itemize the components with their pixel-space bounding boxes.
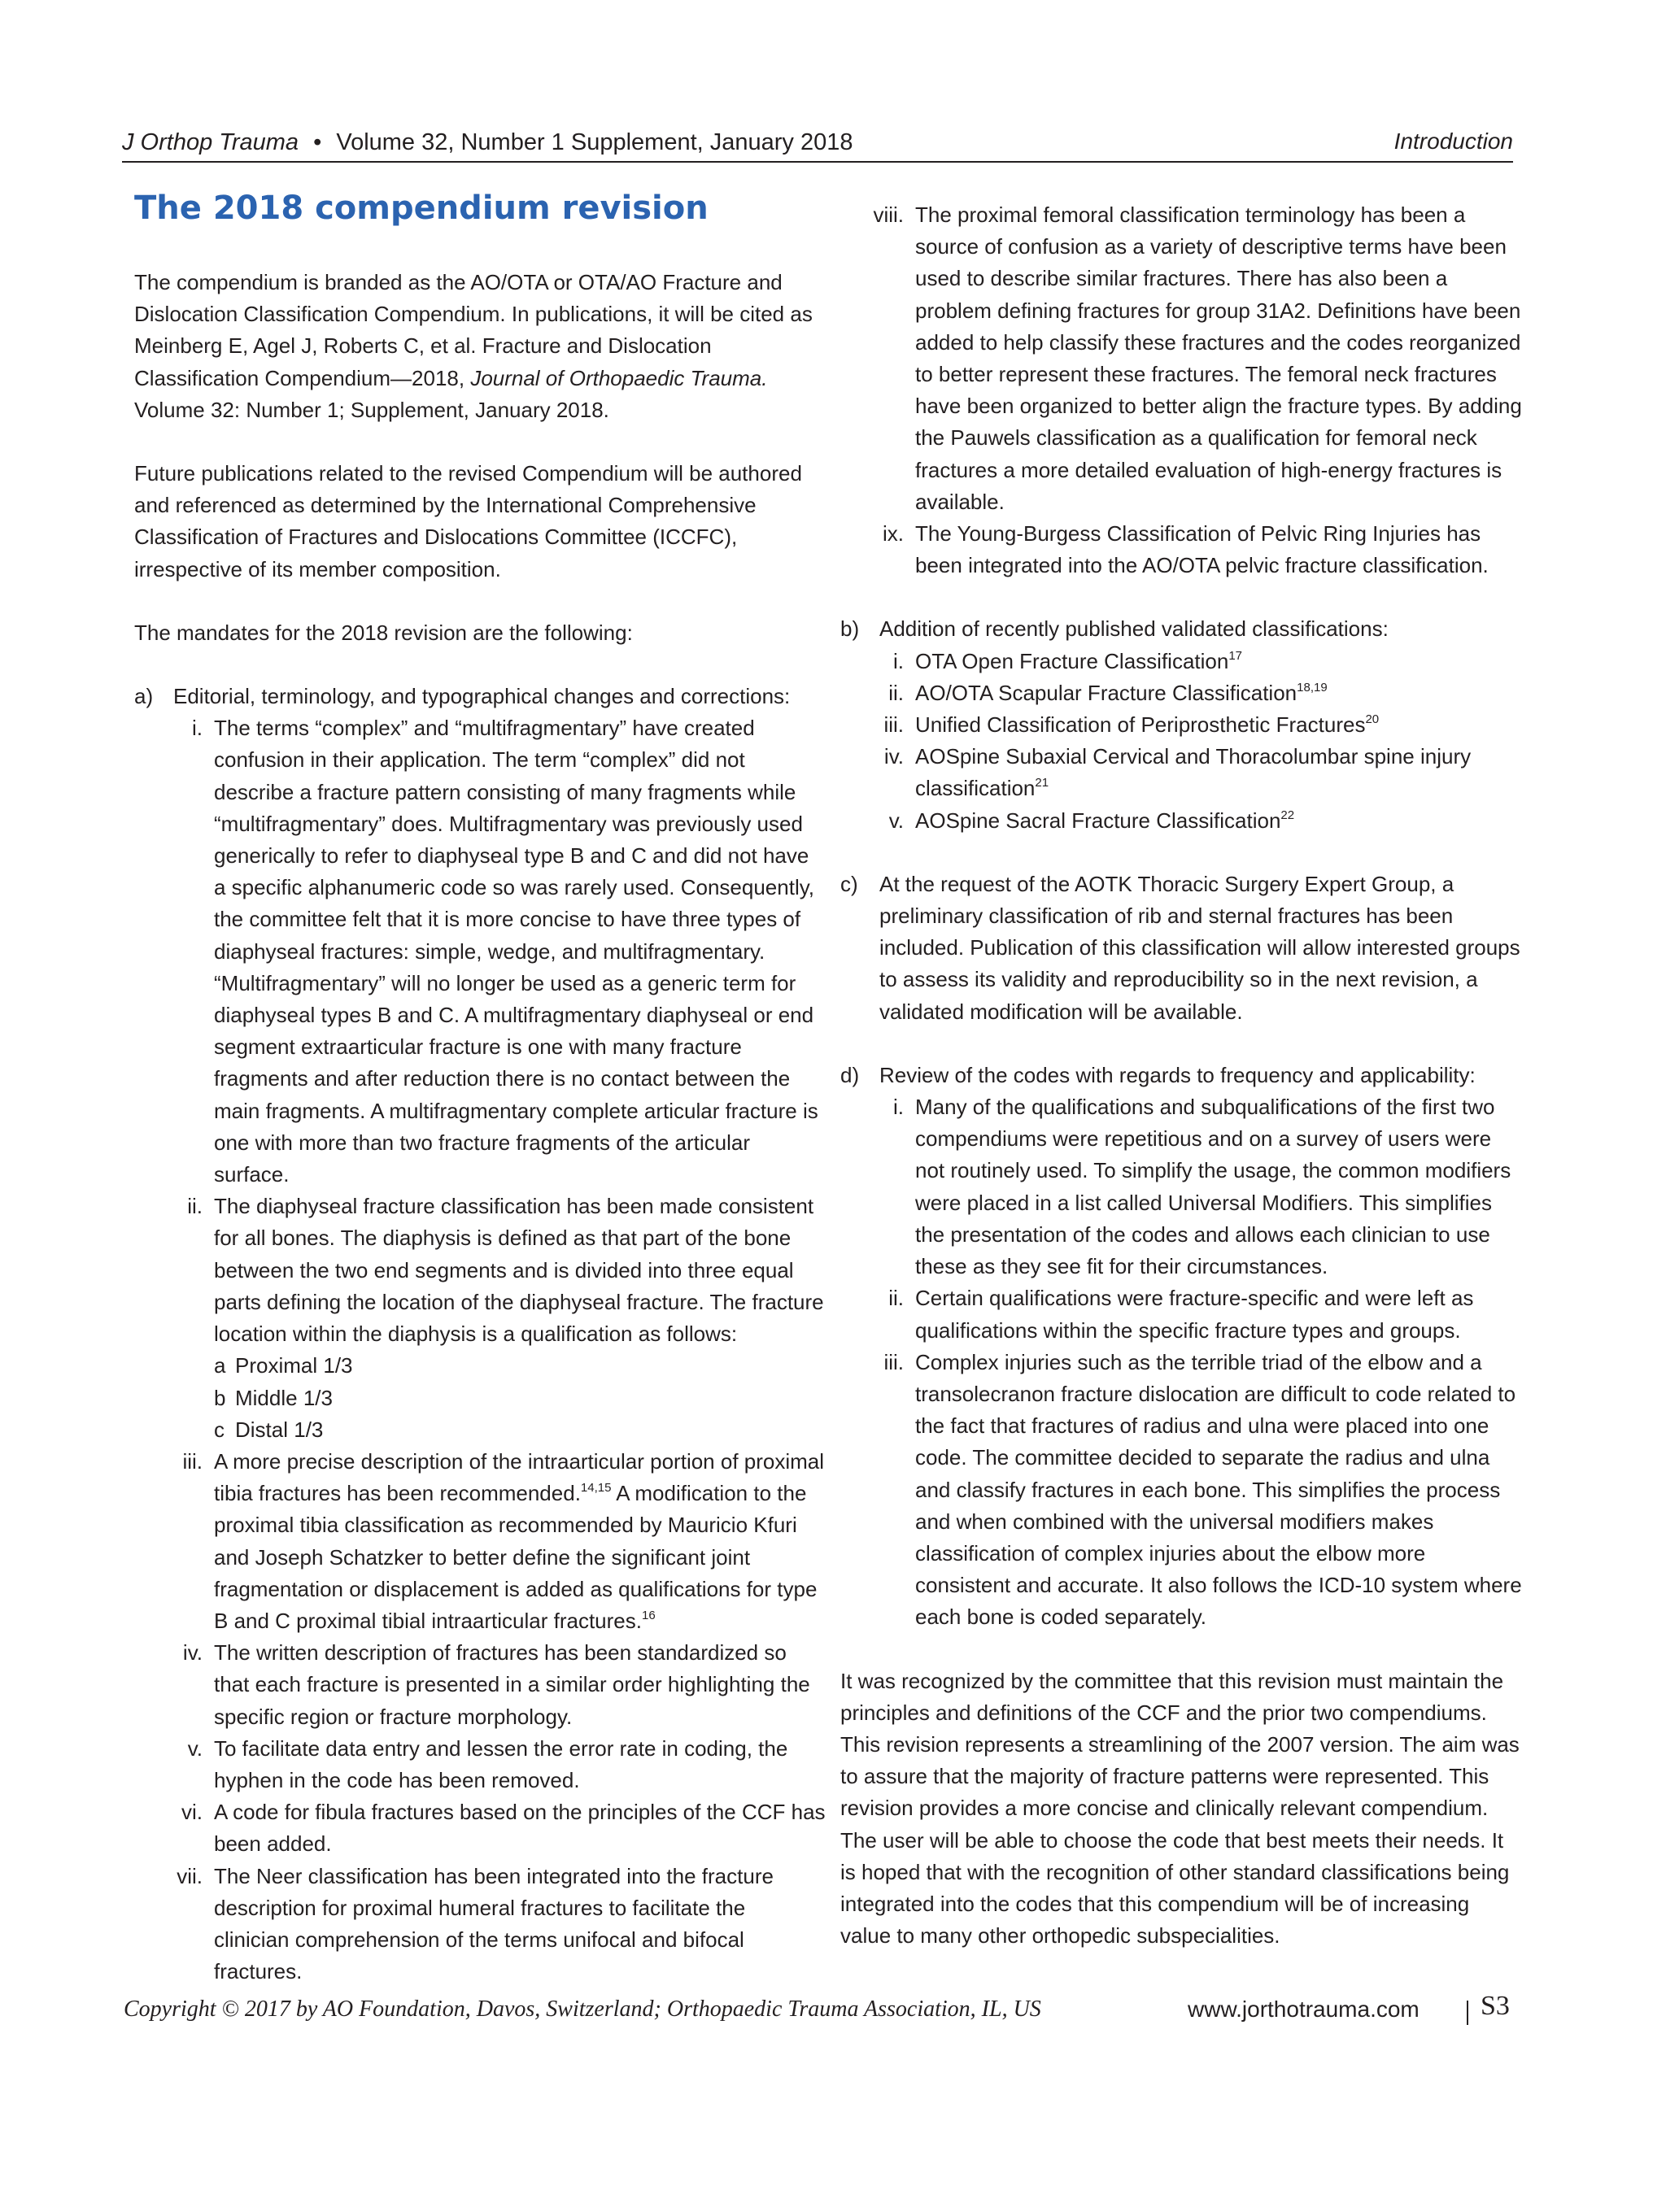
list-text: The written description of fractures has been standardized so that each fracture is presented in a similar order highlighting the specific region or fracture morphology.	[214, 1640, 810, 1729]
reference-superscript: 14,15	[580, 1481, 612, 1496]
page-number: S3	[1481, 1991, 1510, 2021]
volume-info: Volume 32, Number 1 Supplement, January 2018	[336, 129, 853, 155]
running-header	[122, 122, 1513, 163]
mandate-text: At the request of the AOTK Thoracic Surgery Expert Group, a preliminary classification of rib and sternal fractures has been included. Publication of this classification will allow interested groups to assess its validity and reproducibility so in the next revision, a validated modification will be available.	[879, 871, 1520, 1024]
list-item	[134, 1796, 826, 1860]
part-letter: b	[214, 1385, 226, 1410]
list-item	[840, 677, 1524, 709]
list-text: The Young-Burgess Classification of Pelvic Ring Injuries has been integrated into the AO/OTA pelvic fracture classification.	[915, 521, 1489, 578]
list-number: i.	[893, 1095, 904, 1120]
mandate-d-heading	[840, 1060, 1524, 1091]
footer-divider	[1467, 2001, 1468, 2025]
list-text: The diaphyseal fracture classification has been made consistent for all bones. The diaphysis is defined as that part of the bone between the two end segments and is divided into three equal parts defining the location of the diaphyseal fracture. The fracture location within the diaphysis is a qualification as follows:	[214, 1194, 824, 1347]
list-item	[840, 1282, 1524, 1346]
mandate-text: Addition of recently published validated classifications:	[879, 616, 1389, 642]
list-text: The Neer classification has been integrated into the fracture description for proximal humeral fractures to facilitate the clinician comprehension of the terms unifocal and bifocal fractures.	[214, 1863, 774, 1984]
citation-journal: Journal of Orthopaedic Trauma.	[470, 365, 768, 390]
journal-url[interactable]: www.jorthotrauma.com	[1188, 1996, 1420, 2022]
diaphysis-part	[134, 1382, 826, 1414]
part-letter: c	[214, 1417, 225, 1442]
list-item	[840, 1091, 1524, 1282]
list-number: i.	[893, 648, 904, 673]
future-publications-paragraph: Future publications related to the revised Compendium will be authored and referenced as determined by the International Comprehensive Classification of Fractures and Dislocations Committee (ICCFC), irrespective of its member composition.	[134, 461, 802, 581]
part-text: Proximal 1/3	[235, 1353, 353, 1378]
reference-superscript: 20	[1365, 712, 1380, 727]
citation-text: The compendium is branded as the AO/OTA or OTA/AO Fracture and Dislocation Classification Compendium. In publications, it will be cited as Meinberg E, Agel J, Roberts C, et al. Fracture and Dislocation Classification Compendium—2018,	[134, 270, 813, 390]
list-number: ii.	[888, 680, 904, 705]
list-number: iv.	[182, 1640, 203, 1666]
journal-name: J Orthop Trauma	[122, 129, 299, 155]
left-column	[134, 185, 826, 1988]
closing-paragraph: It was recognized by the committee that this revision must maintain the principles and definitions of the CCF and the prior two compendiums. This revision represents a streamlining of the 2007 version. The aim was to assure that the majority of fracture patterns were represented. This revision provides a more concise and clinically relevant compendium. The user will be able to choose the code that best meets their needs. It is hoped that with the recognition of other standard classifications being integrated into the codes that this compendium will be of increasing value to many other orthopedic subspecialities.	[840, 1668, 1520, 1949]
mandates-intro: The mandates for the 2018 revision are the following:	[134, 620, 633, 645]
reference-superscript: 18,19	[1297, 680, 1328, 695]
list-item	[840, 709, 1524, 741]
list-text: Certain qualifications were fracture-specific and were left as qualifications within the specific fracture types and groups.	[915, 1286, 1474, 1343]
citation-volume: Volume 32: Number 1; Supplement, January 2018.	[134, 397, 609, 422]
list-text: AO/OTA Scapular Fracture Classification	[915, 680, 1297, 705]
part-letter: a	[214, 1353, 226, 1378]
mandate-text: Review of the codes with regards to frequency and applicability:	[879, 1062, 1476, 1087]
list-item	[840, 1347, 1524, 1634]
part-text: Distal 1/3	[235, 1417, 324, 1442]
list-number: ix.	[883, 521, 904, 546]
diaphysis-part	[134, 1414, 826, 1446]
copyright-notice: Copyright © 2017 by AO Foundation, Davos, Switzerland; Orthopaedic Trauma Association, IL, US	[124, 1996, 1041, 2022]
list-item	[134, 1861, 826, 1988]
list-text: OTA Open Fracture Classification	[915, 648, 1229, 673]
list-number: ii.	[888, 1286, 904, 1311]
list-item	[840, 518, 1524, 581]
header-bullet: •	[313, 129, 322, 155]
list-text-a: A more precise description of the intraarticular portion of proximal tibia fractures has been recommended.	[214, 1448, 825, 1506]
mandate-label: c)	[840, 871, 858, 896]
reference-superscript: 17	[1228, 648, 1243, 663]
list-text: A code for fibula fractures based on the principles of the CCF has been added.	[214, 1800, 826, 1857]
part-text: Middle 1/3	[235, 1385, 333, 1410]
mandate-c-heading	[840, 869, 1524, 1028]
list-number: i.	[192, 716, 203, 741]
list-text: Unified Classification of Periprosthetic Fractures	[915, 712, 1366, 738]
list-item	[134, 1191, 826, 1350]
list-item	[134, 1637, 826, 1733]
diaphysis-part	[134, 1350, 826, 1382]
running-header-citation	[122, 129, 853, 156]
list-text: The terms “complex” and “multifragmentary” have created confusion in their application. The term “complex” did not describe a fracture pattern consisting of many fragments while “multifragmentary” does. Multifragmentary was previously used generically to refer to diaphyseal type B and C and did not have a specific alphanumeric code so was rarely used. Consequently, the committee felt that it is more concise to have three types of diaphyseal fractures: simple, wedge, and multifragmentary. “Multifragmentary” will no longer be used as a generic term for diaphyseal types B and C. A multifragmentary diaphyseal or end segment extraarticular fracture is one with many fracture fragments and after reduction there is no contact between the main fragments. A multifragmentary complete articular fracture is one with more than two fracture fragments of the articular surface.	[214, 716, 818, 1187]
list-item	[840, 805, 1524, 837]
list-item	[134, 712, 826, 1191]
mandate-b-heading	[840, 613, 1524, 645]
list-number: v.	[888, 808, 904, 833]
list-number: iii.	[883, 712, 904, 738]
list-text: To facilitate data entry and lessen the error rate in coding, the hyphen in the code has been removed.	[214, 1735, 788, 1792]
mandate-label: d)	[840, 1062, 860, 1087]
list-text: The proximal femoral classification terminology has been a source of confusion as a variety of descriptive terms have been used to describe similar fractures. There has also been a problem defining fractures for group 31A2. Definitions have been added to help classify these fractures and the codes reorganized to better represent these fractures. The femoral neck fractures have been organized to better align the fracture types. By adding the Pauwels classification as a qualification for femoral neck fractures a more detailed evaluation of high-energy fractures is available.	[915, 202, 1522, 514]
list-text-b: A modification to the proximal tibia classification as recommended by Mauricio Kfuri and Joseph Schatzker to better define the significant joint fragmentation or displacement is added as qualifications for type B and C proximal tibial intraarticular fractures.	[214, 1481, 818, 1633]
list-text: AOSpine Subaxial Cervical and Thoracolumbar spine injury classification	[915, 744, 1472, 801]
mandate-label: a)	[134, 684, 154, 709]
list-item	[134, 1733, 826, 1796]
reference-superscript: 21	[1035, 776, 1049, 790]
section-name: Introduction	[1393, 128, 1513, 154]
list-text: AOSpine Sacral Fracture Classification	[915, 808, 1281, 833]
list-number: iii.	[182, 1448, 203, 1474]
list-item	[134, 1446, 826, 1637]
citation-paragraph	[134, 267, 826, 426]
article-title: The 2018 compendium revision	[134, 189, 709, 227]
right-column	[840, 199, 1524, 1952]
list-number: v.	[187, 1735, 203, 1761]
list-number: vii.	[177, 1863, 203, 1888]
list-number: ii.	[187, 1194, 203, 1219]
list-item	[840, 199, 1524, 518]
list-number: viii.	[873, 202, 904, 227]
list-text: Complex injuries such as the terrible triad of the elbow and a transolecranon fracture dislocation are difficult to code related to the fact that fractures of radius and ulna were placed into one code. The committee decided to separate the radius and ulna and classify fractures in each bone. This simplifies the process and when combined with the universal modifiers makes classification of complex injuries about the elbow more consistent and accurate. It also follows the ICD-10 system where each bone is coded separately.	[915, 1349, 1522, 1630]
mandate-a-heading	[134, 681, 826, 712]
list-number: vi.	[181, 1800, 203, 1825]
reference-superscript: 22	[1280, 808, 1295, 822]
list-text: Many of the qualifications and subqualifications of the first two compendiums were repetitious and on a survey of users were not routinely used. To simplify the usage, the common modifiers were placed in a list called Universal Modifiers. This simplifies the presentation of the codes and allows each clinician to use these as they see fit for their circumstances.	[915, 1095, 1511, 1279]
reference-superscript: 16	[641, 1608, 656, 1622]
list-item	[840, 741, 1524, 804]
list-number: iii.	[883, 1349, 904, 1374]
list-number: iv.	[883, 744, 904, 769]
list-item	[840, 646, 1524, 677]
mandate-label: b)	[840, 616, 860, 642]
mandate-text: Editorial, terminology, and typographical changes and corrections:	[173, 684, 791, 709]
